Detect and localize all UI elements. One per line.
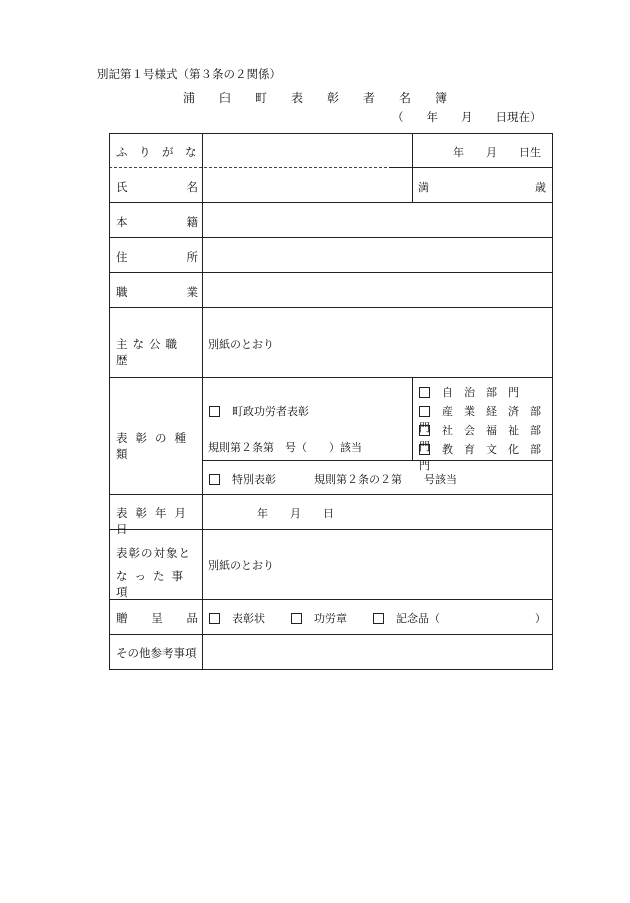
as-of-date: （ 年 月 日現在）	[392, 110, 542, 124]
name-label-left: 氏	[116, 180, 128, 194]
award-date-label-text: 表彰年月日	[116, 506, 194, 536]
address-label-right: 所	[186, 250, 198, 264]
award-reason-label-text: なった事項	[116, 569, 190, 599]
checkbox-icon[interactable]	[419, 425, 430, 436]
department-label: 産 業 経 済 部 門	[419, 405, 552, 434]
gift-certificate-option[interactable]	[209, 610, 265, 626]
document-title	[0, 89, 630, 106]
name-label	[116, 179, 198, 195]
gifts-label-right: 品	[186, 611, 198, 625]
public-office-value[interactable]: 別紙のとおり	[208, 338, 274, 351]
form-reference: 別記第１号様式（第３条の２関係）	[97, 67, 281, 81]
address-label-left: 住	[116, 250, 128, 264]
checkbox-icon[interactable]	[209, 406, 220, 417]
birth-date[interactable]: 年 月 日生	[453, 146, 541, 159]
public-office-label-text: 主な公職歴	[116, 337, 182, 367]
gift-medal-option[interactable]	[291, 610, 347, 626]
title-char: 表	[290, 91, 303, 105]
gift-label: 記念品（	[396, 612, 440, 625]
checkbox-icon[interactable]	[373, 613, 384, 624]
name-input[interactable]	[207, 173, 407, 199]
gifts-label-mid: 呈	[151, 611, 163, 625]
department-jichi[interactable]	[419, 384, 519, 400]
occupation-input[interactable]	[207, 278, 547, 304]
award-type-label	[116, 430, 198, 462]
age-suffix: 歳	[535, 181, 546, 194]
title-char: 町	[254, 91, 267, 105]
public-office-label	[116, 336, 198, 368]
title-char: 名	[399, 91, 412, 105]
occupation-label-right: 業	[186, 285, 198, 299]
other-notes-input[interactable]	[207, 639, 547, 665]
title-char: 簿	[435, 91, 448, 105]
register-table	[109, 133, 553, 669]
award-reason-label-text: 表彰の対象と	[116, 546, 191, 560]
department-kyoiku[interactable]	[419, 441, 553, 473]
honseki-label-right: 籍	[186, 215, 198, 229]
checkbox-icon[interactable]	[419, 444, 430, 455]
department-label: 自 治 部 門	[442, 386, 519, 399]
occupation-label-left: 職	[116, 285, 128, 299]
title-char: 浦	[182, 91, 195, 105]
town-award-label: 町政功労者表彰	[232, 405, 309, 418]
title-char: 者	[363, 91, 376, 105]
award-date-label	[116, 505, 198, 537]
gift-label: 表彰状	[232, 612, 265, 625]
address-input[interactable]	[207, 243, 547, 269]
occupation-label	[116, 284, 198, 300]
rule-reference: 規則第２条第 号（ ）該当	[208, 441, 362, 454]
checkbox-icon[interactable]	[209, 474, 220, 485]
gift-label: 功労章	[314, 612, 347, 625]
title-char: 彰	[327, 91, 340, 105]
checkbox-icon[interactable]	[209, 613, 220, 624]
honseki-label-left: 本	[116, 215, 128, 229]
other-notes-label-text: その他参考事項	[116, 646, 197, 660]
age-prefix: 満	[418, 181, 429, 194]
furigana-input[interactable]	[207, 138, 407, 164]
honseki-input[interactable]	[207, 208, 547, 234]
title-char: 臼	[218, 91, 231, 105]
other-notes-label	[116, 645, 198, 661]
award-reason-label-line2	[116, 568, 198, 600]
furigana-label-text: ふ り が な	[116, 145, 197, 159]
award-date-value[interactable]: 年 月 日	[257, 507, 334, 520]
furigana-label	[116, 144, 198, 160]
award-reason-label-line1	[116, 545, 198, 561]
gifts-label	[116, 610, 198, 626]
checkbox-icon[interactable]	[419, 387, 430, 398]
gifts-label-left: 贈	[116, 611, 128, 625]
address-label	[116, 249, 198, 265]
checkbox-icon[interactable]	[419, 406, 430, 417]
gift-memento-option[interactable]	[373, 610, 440, 626]
honseki-label	[116, 214, 198, 230]
name-label-right: 名	[186, 180, 198, 194]
special-award-label: 特別表彰	[232, 473, 276, 486]
special-rule-reference: 規則第２条の２第 号該当	[314, 473, 457, 486]
gift-close-paren: ）	[535, 612, 546, 625]
award-reason-value[interactable]: 別紙のとおり	[208, 559, 274, 572]
checkbox-icon[interactable]	[291, 613, 302, 624]
special-award-option[interactable]	[209, 471, 276, 487]
award-type-label-text: 表彰の種類	[116, 431, 194, 461]
department-label: 社 会 福 祉 部 門	[419, 424, 552, 453]
department-label: 教 育 文 化 部 門	[419, 443, 552, 472]
town-award-option[interactable]	[209, 403, 309, 419]
